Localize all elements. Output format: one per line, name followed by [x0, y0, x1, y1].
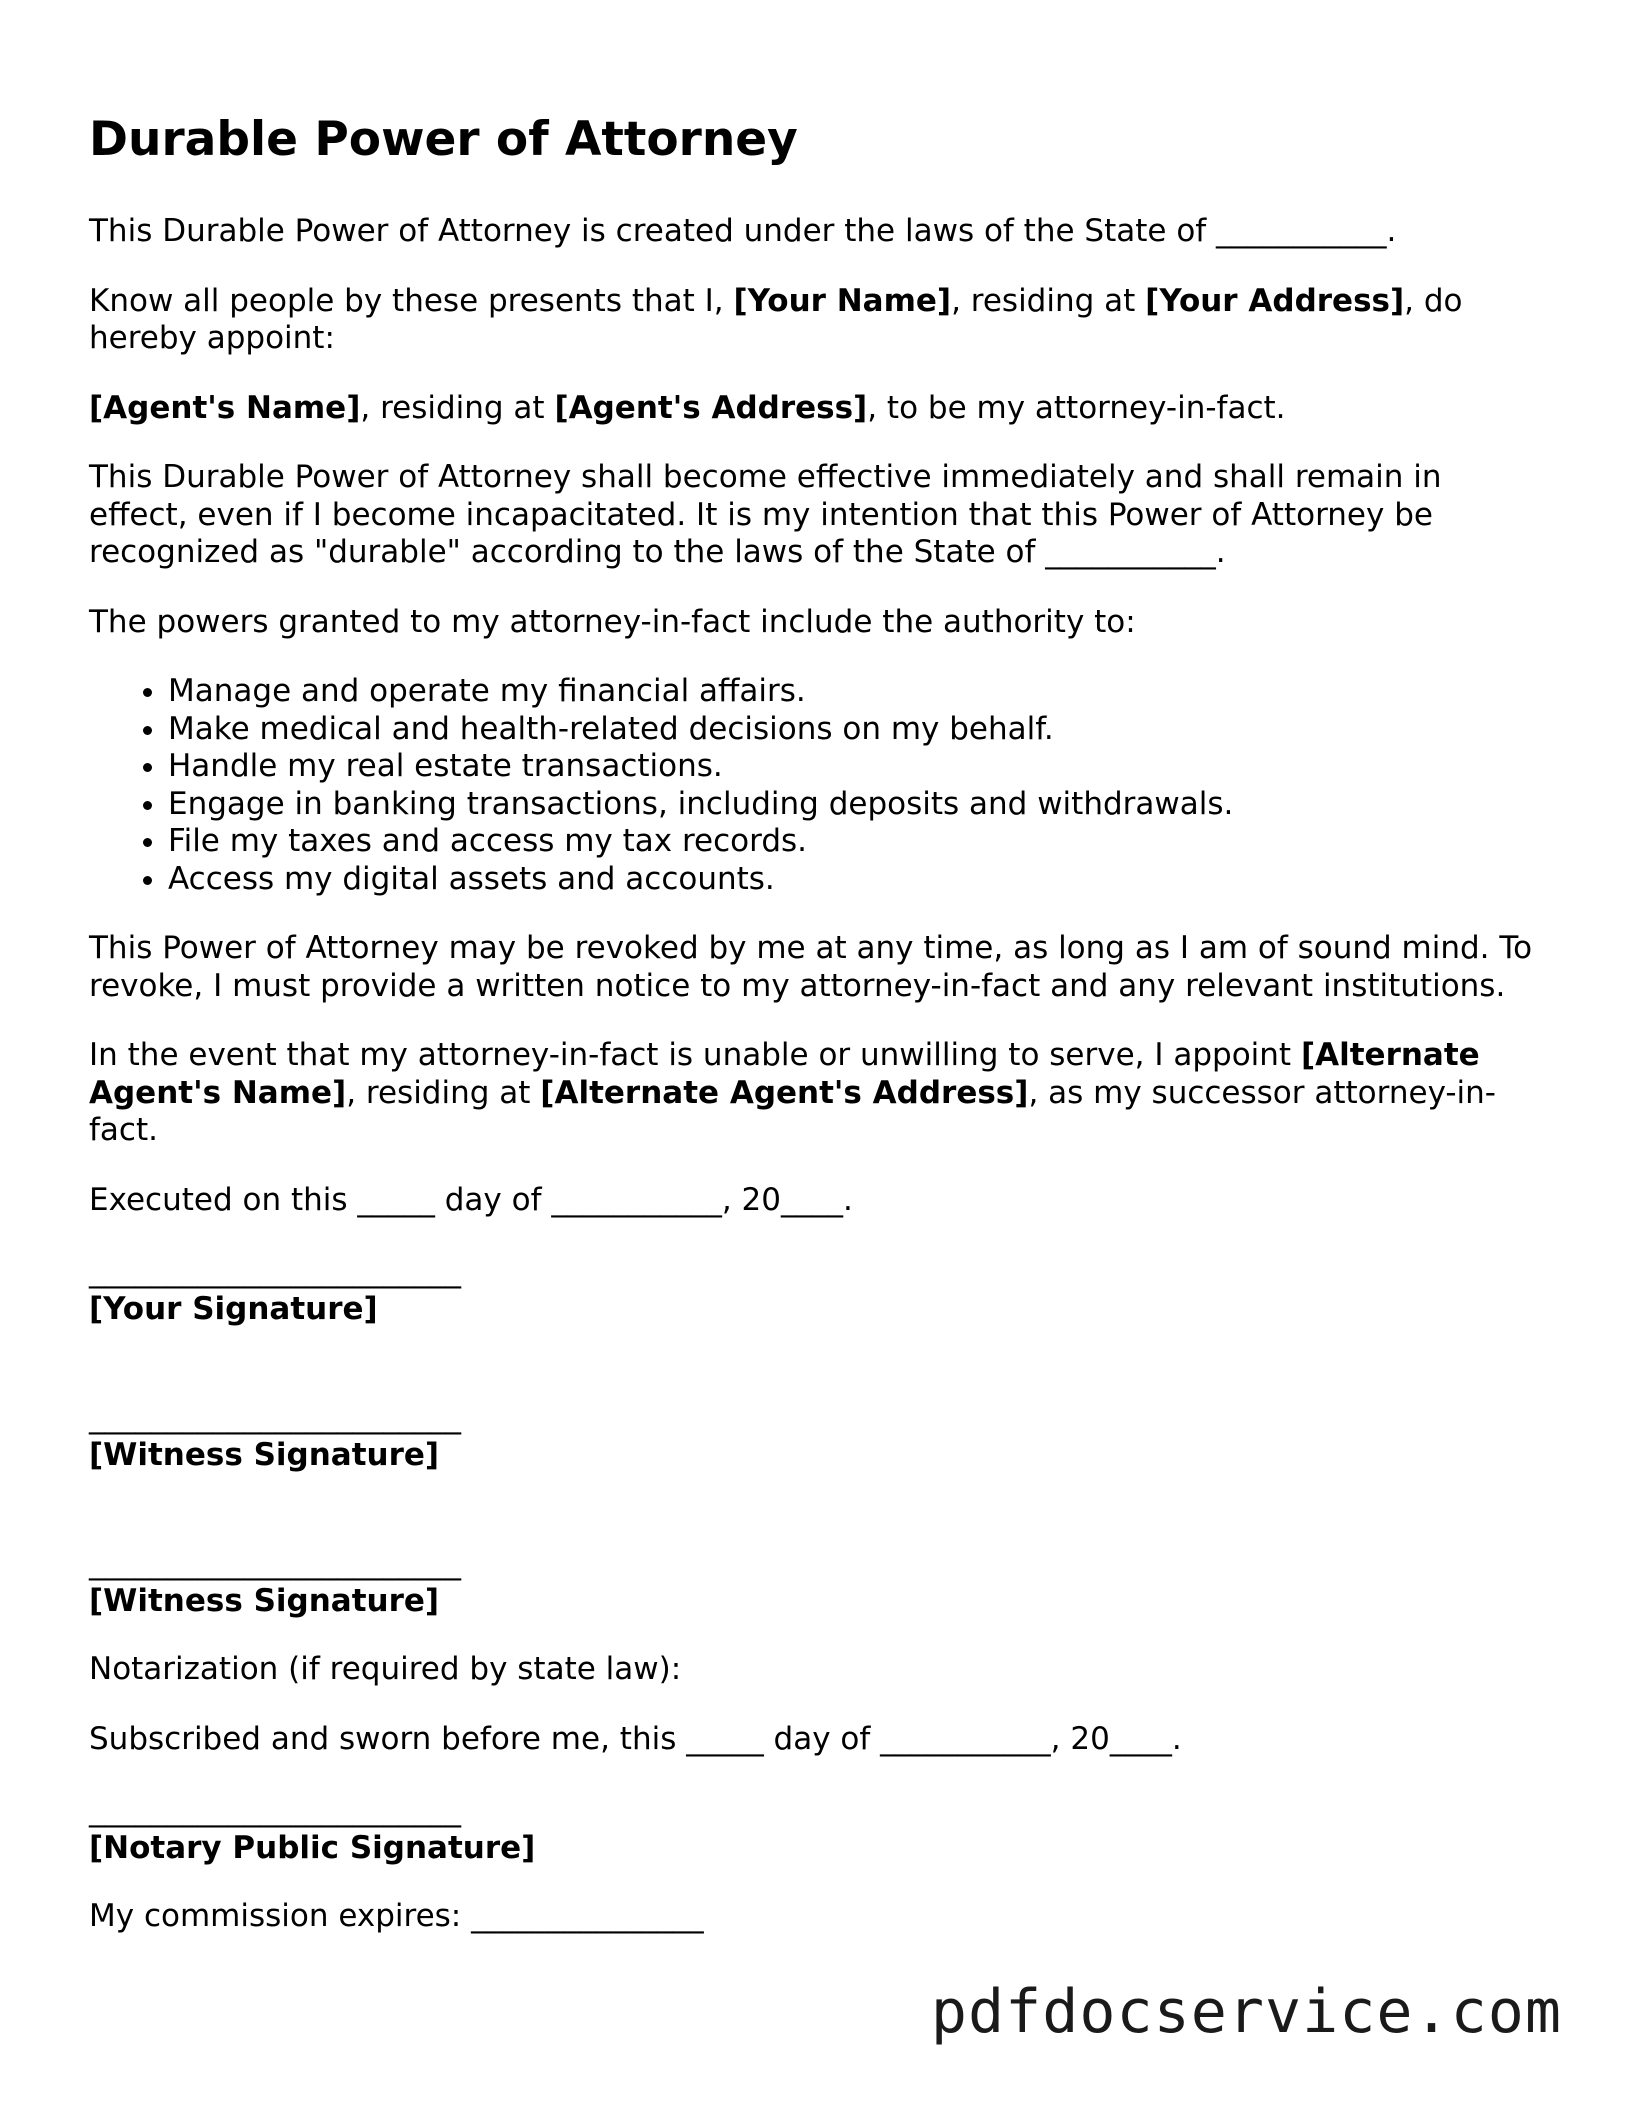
executed-line: Executed on this _____ day of ___________, 20____.	[89, 1181, 853, 1218]
notarization-heading: Notarization (if required by state law):	[89, 1651, 682, 1687]
alternate-agent-paragraph	[89, 1037, 1549, 1150]
powers-intro: The powers granted to my attorney-in-fact include the authority to:	[89, 603, 1136, 640]
document-title: Durable Power of Attorney	[89, 112, 798, 167]
list-item: • File my taxes and access my tax records.	[168, 823, 1549, 861]
signature-line: ________________________	[89, 1545, 461, 1581]
list-item: • Manage and operate my financial affairs.	[168, 673, 1549, 711]
list-item: • Access my digital assets and accounts.	[168, 861, 1549, 899]
appointment-text-middle: , residing at	[951, 282, 1146, 319]
signature-line: ________________________	[89, 1399, 461, 1435]
intro-paragraph: This Durable Power of Attorney is created under the laws of the State of ___________.	[89, 213, 1397, 249]
alternate-text-middle: , residing at	[346, 1074, 541, 1111]
watermark-text: pdfdocservice.com	[930, 1977, 1562, 2047]
your-signature-label: [Your Signature]	[89, 1291, 378, 1327]
appointment-text-after: , do hereby appoint:	[89, 282, 1463, 356]
agent-name-placeholder: [Agent's Name]	[89, 389, 361, 426]
agent-address-placeholder: [Agent's Address]	[554, 389, 868, 426]
agent-paragraph	[89, 390, 1549, 428]
signature-line: ________________________	[89, 1253, 461, 1289]
witness-signature-label: [Witness Signature]	[89, 1437, 440, 1473]
notary-signature-block	[89, 1790, 1549, 1866]
effective-paragraph: This Durable Power of Attorney shall become effective immediately and shall remain in effect, even if I become incapacitated. It is my intention that this Power of Attorney be recognized as "durable" according to the laws of the State of ___________.	[89, 459, 1442, 570]
alternate-agent-name-placeholder: [Alternate Agent's Name]	[89, 1037, 1480, 1111]
your-name-placeholder: [Your Name]	[733, 282, 952, 319]
your-signature-block	[89, 1251, 1549, 1327]
witness-signature-block-1	[89, 1397, 1549, 1473]
list-item: • Engage in banking transactions, including deposits and withdrawals.	[168, 786, 1549, 824]
powers-list	[89, 673, 1549, 898]
witness-signature-block-2	[89, 1543, 1549, 1619]
your-address-placeholder: [Your Address]	[1145, 282, 1405, 319]
appointment-paragraph	[89, 283, 1549, 358]
alternate-agent-address-placeholder: [Alternate Agent's Address]	[540, 1074, 1029, 1111]
commission-expires-line: My commission expires: _______________	[89, 1898, 704, 1934]
document-page	[89, 105, 1549, 1968]
revocation-paragraph: This Power of Attorney may be revoked by me at any time, as long as I am of sound mind. To revoke, I must provide a written notice to my attorney-in-fact and any relevant institutions.	[89, 930, 1533, 1004]
list-item: • Make medical and health-related decisions on my behalf.	[168, 711, 1549, 749]
alternate-text-before: In the event that my attorney-in-fact is unable or unwilling to serve, I appoint	[89, 1037, 1301, 1073]
appointment-text-before: Know all people by these presents that I,	[89, 282, 734, 319]
alternate-text-after: , as my successor attorney-in-fact.	[89, 1074, 1496, 1148]
agent-text-after: , to be my attorney-in-fact.	[867, 389, 1286, 426]
notary-signature-label: [Notary Public Signature]	[89, 1830, 536, 1866]
signature-line: ________________________	[89, 1792, 461, 1828]
subscribed-line: Subscribed and sworn before me, this _____ day of ___________, 20____.	[89, 1720, 1182, 1757]
witness-signature-label: [Witness Signature]	[89, 1583, 440, 1619]
agent-text-middle: , residing at	[360, 389, 555, 426]
list-item: • Handle my real estate transactions.	[168, 748, 1549, 786]
